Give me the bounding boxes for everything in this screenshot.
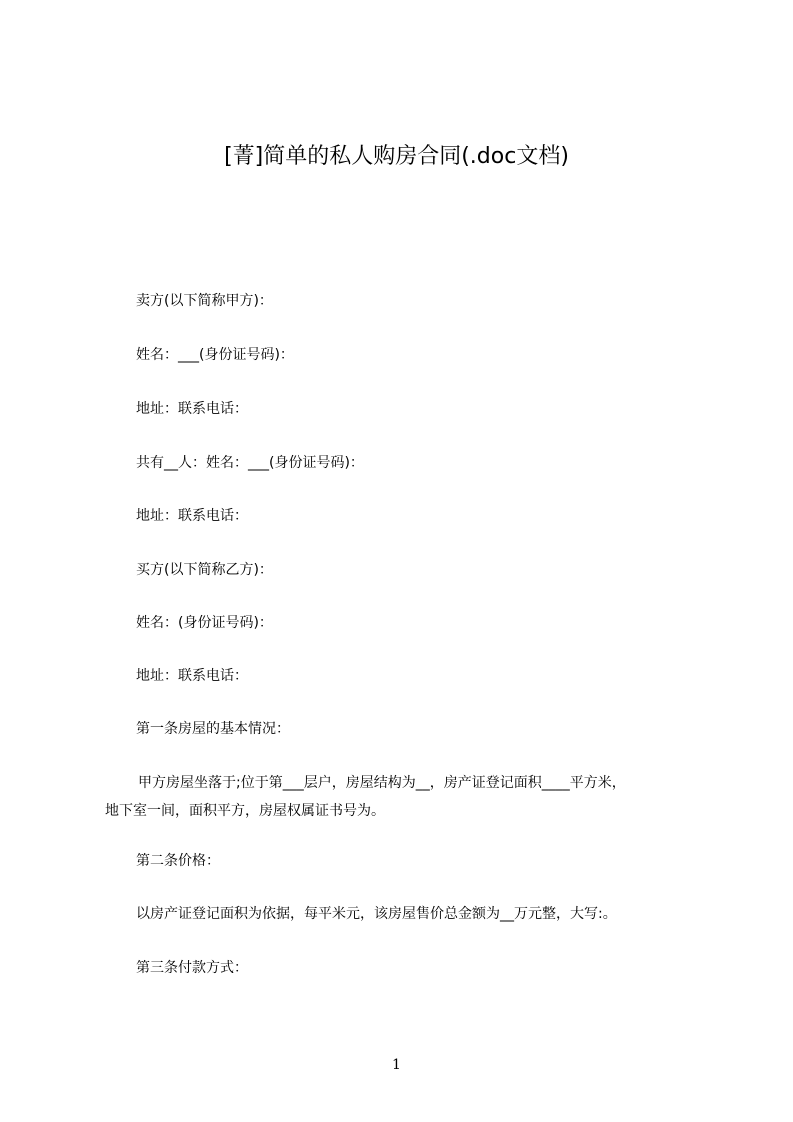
page-number: 1 (392, 1057, 401, 1073)
co-owner-line: 共有__人：姓名：___(身份证号码)： (136, 455, 364, 471)
buyer-heading: 买方(以下简称乙方)： (136, 562, 273, 578)
article-2-body: 以房产证登记面积为依据，每平米元，该房屋售价总金额为__万元整，大写:。 (136, 906, 617, 922)
co-owner-address-line: 地址：联系电话： (136, 508, 248, 524)
article-1-heading: 第一条房屋的基本情况： (136, 721, 290, 737)
buyer-address-line: 地址：联系电话： (136, 668, 248, 684)
seller-address-line: 地址：联系电话： (136, 401, 248, 417)
seller-name-line: 姓名：___(身份证号码)： (136, 347, 294, 363)
article-1-body-line-1: 甲方房屋坐落于;位于第___层户，房屋结构为__，房产证登记面积____平方米， (138, 775, 626, 791)
article-1-body (105, 769, 705, 825)
article-2-heading: 第二条价格： (136, 853, 220, 869)
seller-heading: 卖方(以下简称甲方)： (136, 293, 273, 309)
buyer-name-line: 姓名：(身份证号码)： (136, 615, 273, 631)
document-title: [菁]简单的私人购房合同(.doc文档) (224, 144, 569, 169)
article-3-heading: 第三条付款方式： (136, 960, 248, 976)
article-1-body-line-2: 地下室一间，面积平方，房屋权属证书号为。 (105, 803, 385, 819)
